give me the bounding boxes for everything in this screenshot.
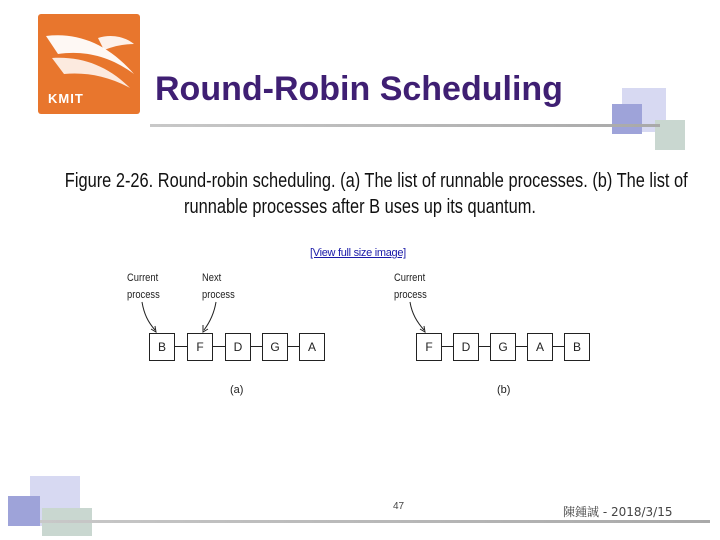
current-process-label-b [394, 270, 427, 304]
label-line: process [202, 289, 235, 301]
label-line: Next [202, 272, 222, 284]
header-rule [150, 124, 660, 127]
figure-caption-line1: Figure 2-26. Round-robin scheduling. (a) The list of runnable processes. (b) The list of [64, 170, 688, 192]
label-line: process [394, 289, 427, 301]
author-date: 陳鍾誠 - 2018/3/15 [563, 505, 673, 519]
next-process-label-a [202, 270, 235, 304]
decor-square [612, 104, 642, 134]
page-number: 47 [393, 501, 405, 512]
kmit-logo [38, 14, 140, 114]
label-line: Current [127, 272, 159, 284]
connector [212, 346, 226, 347]
pointer-arrow-b [400, 300, 440, 336]
process-box: B [564, 333, 590, 361]
connector [174, 346, 188, 347]
logo-text: KMIT [48, 91, 84, 106]
process-box: B [149, 333, 175, 361]
decor-square [8, 496, 40, 526]
panel-b-sublabel: (b) [497, 384, 511, 396]
footer-rule [40, 520, 710, 523]
current-process-label-a [127, 270, 160, 304]
figure-caption-line2: runnable processes after B uses up its quantum. [184, 196, 536, 218]
process-box: D [453, 333, 479, 361]
slide-title: Round-Robin Scheduling [155, 70, 563, 108]
panel-a-sublabel: (a) [230, 384, 244, 396]
process-box: D [225, 333, 251, 361]
process-box: A [527, 333, 553, 361]
process-box: A [299, 333, 325, 361]
label-line: Current [394, 272, 426, 284]
pointer-arrows-a [130, 300, 220, 336]
process-box: F [416, 333, 442, 361]
process-box: G [490, 333, 516, 361]
label-line: process [127, 289, 160, 301]
process-box: G [262, 333, 288, 361]
process-box: F [187, 333, 213, 361]
view-full-size-link[interactable]: [View full size image] [310, 247, 406, 259]
